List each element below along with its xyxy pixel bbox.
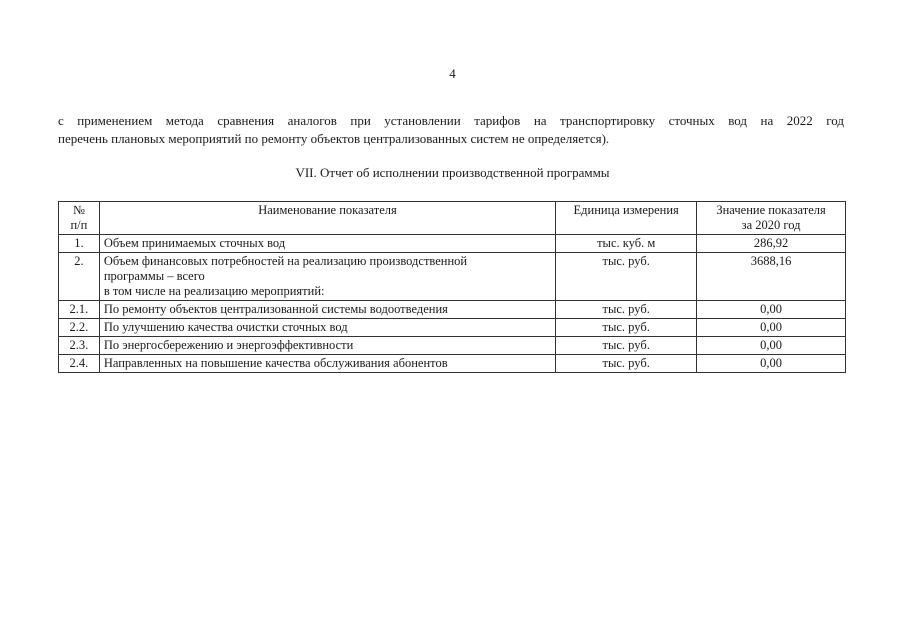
row-name: По улучшению качества очистки сточных вод bbox=[99, 319, 555, 337]
row-value: 0,00 bbox=[697, 301, 846, 319]
row-number: 2.3. bbox=[59, 337, 100, 355]
paragraph-line-2: перечень плановых мероприятий по ремонту объектов централизованных систем не определяется). bbox=[58, 131, 610, 146]
table-row bbox=[59, 319, 846, 337]
header-number-line-2: п/п bbox=[70, 218, 88, 232]
row-name-line-3: в том числе на реализацию мероприятий: bbox=[103, 284, 325, 298]
row-number: 2. bbox=[59, 253, 100, 301]
row-value: 0,00 bbox=[697, 319, 846, 337]
page-number: 4 bbox=[449, 66, 456, 81]
row-unit: тыс. руб. bbox=[556, 355, 697, 373]
header-number-line-1: № bbox=[72, 203, 85, 217]
row-number: 1. bbox=[59, 235, 100, 253]
table-header-row bbox=[59, 202, 846, 235]
header-unit: Единица измерения bbox=[556, 202, 697, 235]
row-name: По энергосбережению и энергоэффективности bbox=[99, 337, 555, 355]
row-unit: тыс. руб. bbox=[556, 253, 697, 301]
table-row bbox=[59, 235, 846, 253]
row-name: Направленных на повышение качества обслуживания абонентов bbox=[99, 355, 555, 373]
header-value-line-2: за 2020 год bbox=[741, 218, 801, 232]
body-paragraph bbox=[58, 112, 844, 148]
row-name: Объем принимаемых сточных вод bbox=[99, 235, 555, 253]
table-row bbox=[59, 337, 846, 355]
row-unit: тыс. куб. м bbox=[556, 235, 697, 253]
row-name-line-1: Объем финансовых потребностей на реализацию производственной bbox=[103, 254, 468, 268]
row-value: 286,92 bbox=[697, 235, 846, 253]
table-row bbox=[59, 355, 846, 373]
report-table bbox=[58, 201, 846, 373]
row-name bbox=[99, 253, 555, 301]
row-unit: тыс. руб. bbox=[556, 319, 697, 337]
paragraph-line-1: с применением метода сравнения аналогов при установлении тарифов на транспортировку сточных вод на 2022 год bbox=[58, 113, 844, 128]
row-name: По ремонту объектов централизованной системы водоотведения bbox=[99, 301, 555, 319]
row-value: 3688,16 bbox=[697, 253, 846, 301]
header-value-line-1: Значение показателя bbox=[716, 203, 826, 217]
row-unit: тыс. руб. bbox=[556, 337, 697, 355]
row-number: 2.2. bbox=[59, 319, 100, 337]
table-row bbox=[59, 253, 846, 301]
row-number: 2.1. bbox=[59, 301, 100, 319]
row-value: 0,00 bbox=[697, 337, 846, 355]
row-name-line-2: программы – всего bbox=[103, 269, 205, 283]
row-value: 0,00 bbox=[697, 355, 846, 373]
header-number bbox=[59, 202, 100, 235]
table-row bbox=[59, 301, 846, 319]
header-value bbox=[697, 202, 846, 235]
row-unit: тыс. руб. bbox=[556, 301, 697, 319]
row-number: 2.4. bbox=[59, 355, 100, 373]
header-name: Наименование показателя bbox=[99, 202, 555, 235]
section-title: VII. Отчет об исполнении производственной программы bbox=[295, 165, 610, 180]
